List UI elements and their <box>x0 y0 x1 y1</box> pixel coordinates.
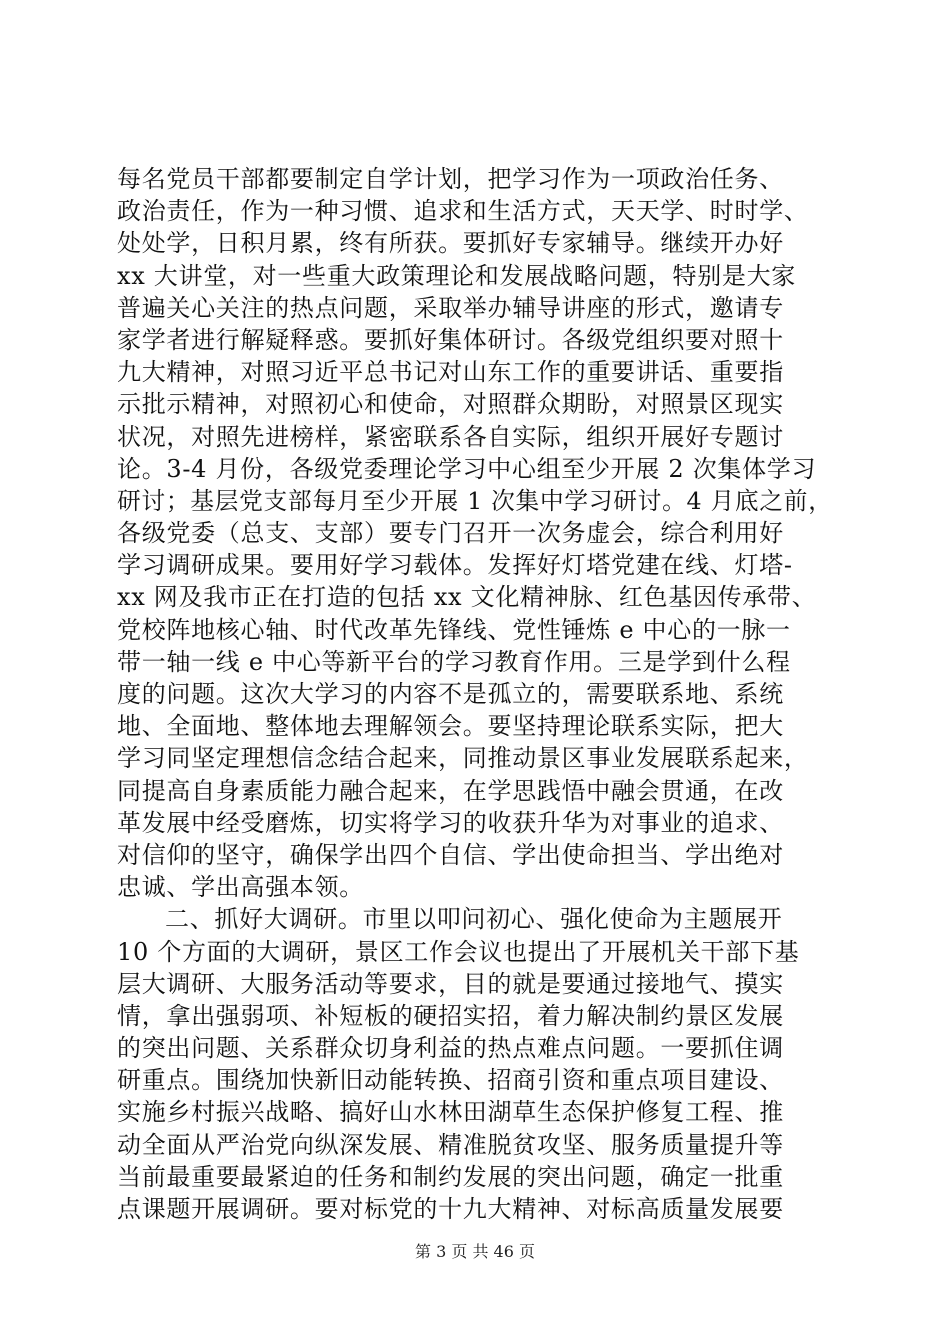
text-line: 忠诚、学出高强本领。 <box>117 873 364 902</box>
text-line: 政治责任，作为一种习惯、追求和生活方式，天天学、时时学、 <box>117 197 809 226</box>
text-line: xx 网及我市正在打造的包括 xx 文化精神脉、红色基因传承带、 <box>117 583 817 612</box>
text-line: 处处学，日积月累，终有所获。要抓好专家辅导。继续开办好 <box>117 229 784 258</box>
text-line: 革发展中经受磨炼，切实将学习的收获升华为对事业的追求、 <box>117 808 784 837</box>
text-line: 10 个方面的大调研，景区工作会议也提出了开展机关干部下基 <box>117 937 800 966</box>
text-line: 状况，对照先进榜样，紧密联系各自实际，组织开展好专题讨 <box>117 422 784 451</box>
text-line: 点课题开展调研。要对标党的十九大精神、对标高质量发展要 <box>117 1195 784 1223</box>
text-line: 学习同坚定理想信念结合起来，同推动景区事业发展联系起来， <box>117 744 809 773</box>
page-footer: 第 3 页 共 46 页 <box>415 1242 535 1261</box>
text-line: 示批示精神，对照初心和使命，对照群众期盼，对照景区现实 <box>117 390 784 419</box>
text-line: 地、全面地、整体地去理解领会。要坚持理论联系实际，把大 <box>117 712 784 741</box>
text-line: 度的问题。这次大学习的内容不是孤立的，需要联系地、系统 <box>117 680 784 708</box>
text-line: 实施乡村振兴战略、搞好山水林田湖草生态保护修复工程、推 <box>117 1098 784 1127</box>
text-line: 情，拿出强弱项、补短板的硬招实招，着力解决制约景区发展 <box>117 1001 784 1030</box>
text-line: 学习调研成果。要用好学习载体。发挥好灯塔党建在线、灯塔- <box>117 551 793 580</box>
text-line: 研重点。围绕加快新旧动能转换、招商引资和重点项目建设、 <box>117 1066 784 1095</box>
text-line: 九大精神，对照习近平总书记对山东工作的重要讲话、重要指 <box>117 358 784 387</box>
text-line: 各级党委（总支、支部）要专门召开一次务虚会，综合利用好 <box>117 519 784 548</box>
document-body <box>117 163 833 1225</box>
text-line: 每名党员干部都要制定自学计划，把学习作为一项政治任务、 <box>117 165 784 193</box>
text-line: 动全面从严治党向纵深发展、精准脱贫攻坚、服务质量提升等 <box>117 1130 784 1159</box>
text-line: 二、抓好大调研。市里以叩问初心、强化使命为主题展开 <box>165 905 783 934</box>
text-line: 同提高自身素质能力融合起来，在学思践悟中融会贯通，在改 <box>117 776 784 805</box>
text-line: 研讨；基层党支部每月至少开展 1 次集中学习研讨。4 月底之前， <box>117 486 833 515</box>
text-line: 带一轴一线 e 中心等新平台的学习教育作用。三是学到什么程 <box>117 647 791 676</box>
text-line: 党校阵地核心轴、时代改革先锋线、党性锤炼 e 中心的一脉一 <box>117 615 791 644</box>
text-line: 论。3-4 月份，各级党委理论学习中心组至少开展 2 次集体学习 <box>117 454 817 483</box>
text-line: 层大调研、大服务活动等要求，目的就是要通过接地气、摸实 <box>117 969 784 998</box>
text-line: 当前最重要最紧迫的任务和制约发展的突出问题，确定一批重 <box>117 1162 784 1191</box>
text-line: xx 大讲堂，对一些重大政策理论和发展战略问题，特别是大家 <box>117 261 796 290</box>
text-line: 家学者进行解疑释惑。要抓好集体研讨。各级党组织要对照十 <box>117 325 784 354</box>
text-line: 普遍关心关注的热点问题，采取举办辅导讲座的形式，邀请专 <box>117 293 784 322</box>
text-line: 对信仰的坚守，确保学出四个自信、学出使命担当、学出绝对 <box>117 840 784 869</box>
text-line: 的突出问题、关系群众切身利益的热点难点问题。一要抓住调 <box>117 1034 784 1063</box>
